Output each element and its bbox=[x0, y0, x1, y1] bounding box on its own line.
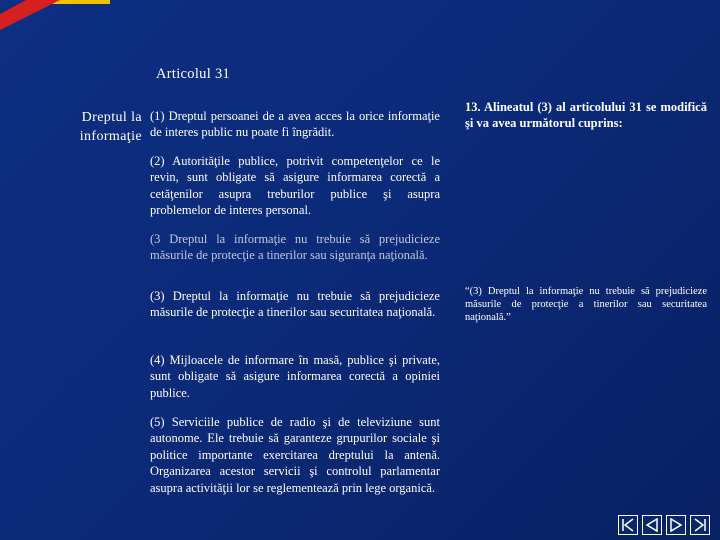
corner-decoration bbox=[0, 0, 110, 40]
paragraph-5: (5) Serviciile publice de radio şi de televiziune sunt autonome. Ele trebuie să garanteze grupurilor sociale şi politice importante exercitarea dreptului la antenă. Organizarea acestor servicii şi controlul parlamentar asupra activităţii lor se reglementează prin lege organică. bbox=[150, 415, 440, 495]
first-slide-icon[interactable] bbox=[618, 515, 638, 535]
amendment-heading: 13. Alineatul (3) al articolului 31 se modifică şi va avea următorul cuprins: bbox=[465, 100, 707, 130]
article-subject-label: Dreptul la informaţie bbox=[79, 110, 142, 144]
paragraph-2: (2) Autorităţile publice, potrivit competenţelor ce le revin, sunt obligate să asigure informarea corectă a cetăţenilor asupra treburilor publice şi asupra problemelor de interes personal. bbox=[150, 154, 440, 218]
amendment-text: “(3) Dreptul la informaţie nu trebuie să prejudicieze măsurile de protecţie a tinerilor sau securitatea naţională.” bbox=[465, 286, 707, 323]
article-title: Articolul 31 bbox=[156, 66, 231, 82]
paragraph-3-new: (3) Dreptul la informaţie nu trebuie să prejudicieze măsurile de protecţie a tinerilor sau securitatea naţională. bbox=[150, 289, 440, 320]
next-slide-icon[interactable] bbox=[666, 515, 686, 535]
paragraph-4: (4) Mijloacele de informare în masă, publice şi private, sunt obligate să asigure informarea corectă a opiniei publice. bbox=[150, 353, 440, 400]
paragraph-1: (1) Dreptul persoanei de a avea acces la orice informaţie de interes public nu poate fi îngrădit. bbox=[150, 109, 440, 140]
paragraph-3-old: (3 Dreptul la informaţie nu trebuie să prejudicieze măsurile de protecţie a tinerilor sau siguranţa naţională. bbox=[150, 232, 440, 263]
previous-slide-icon[interactable] bbox=[642, 515, 662, 535]
last-slide-icon[interactable] bbox=[690, 515, 710, 535]
slide-navigation bbox=[618, 515, 710, 535]
